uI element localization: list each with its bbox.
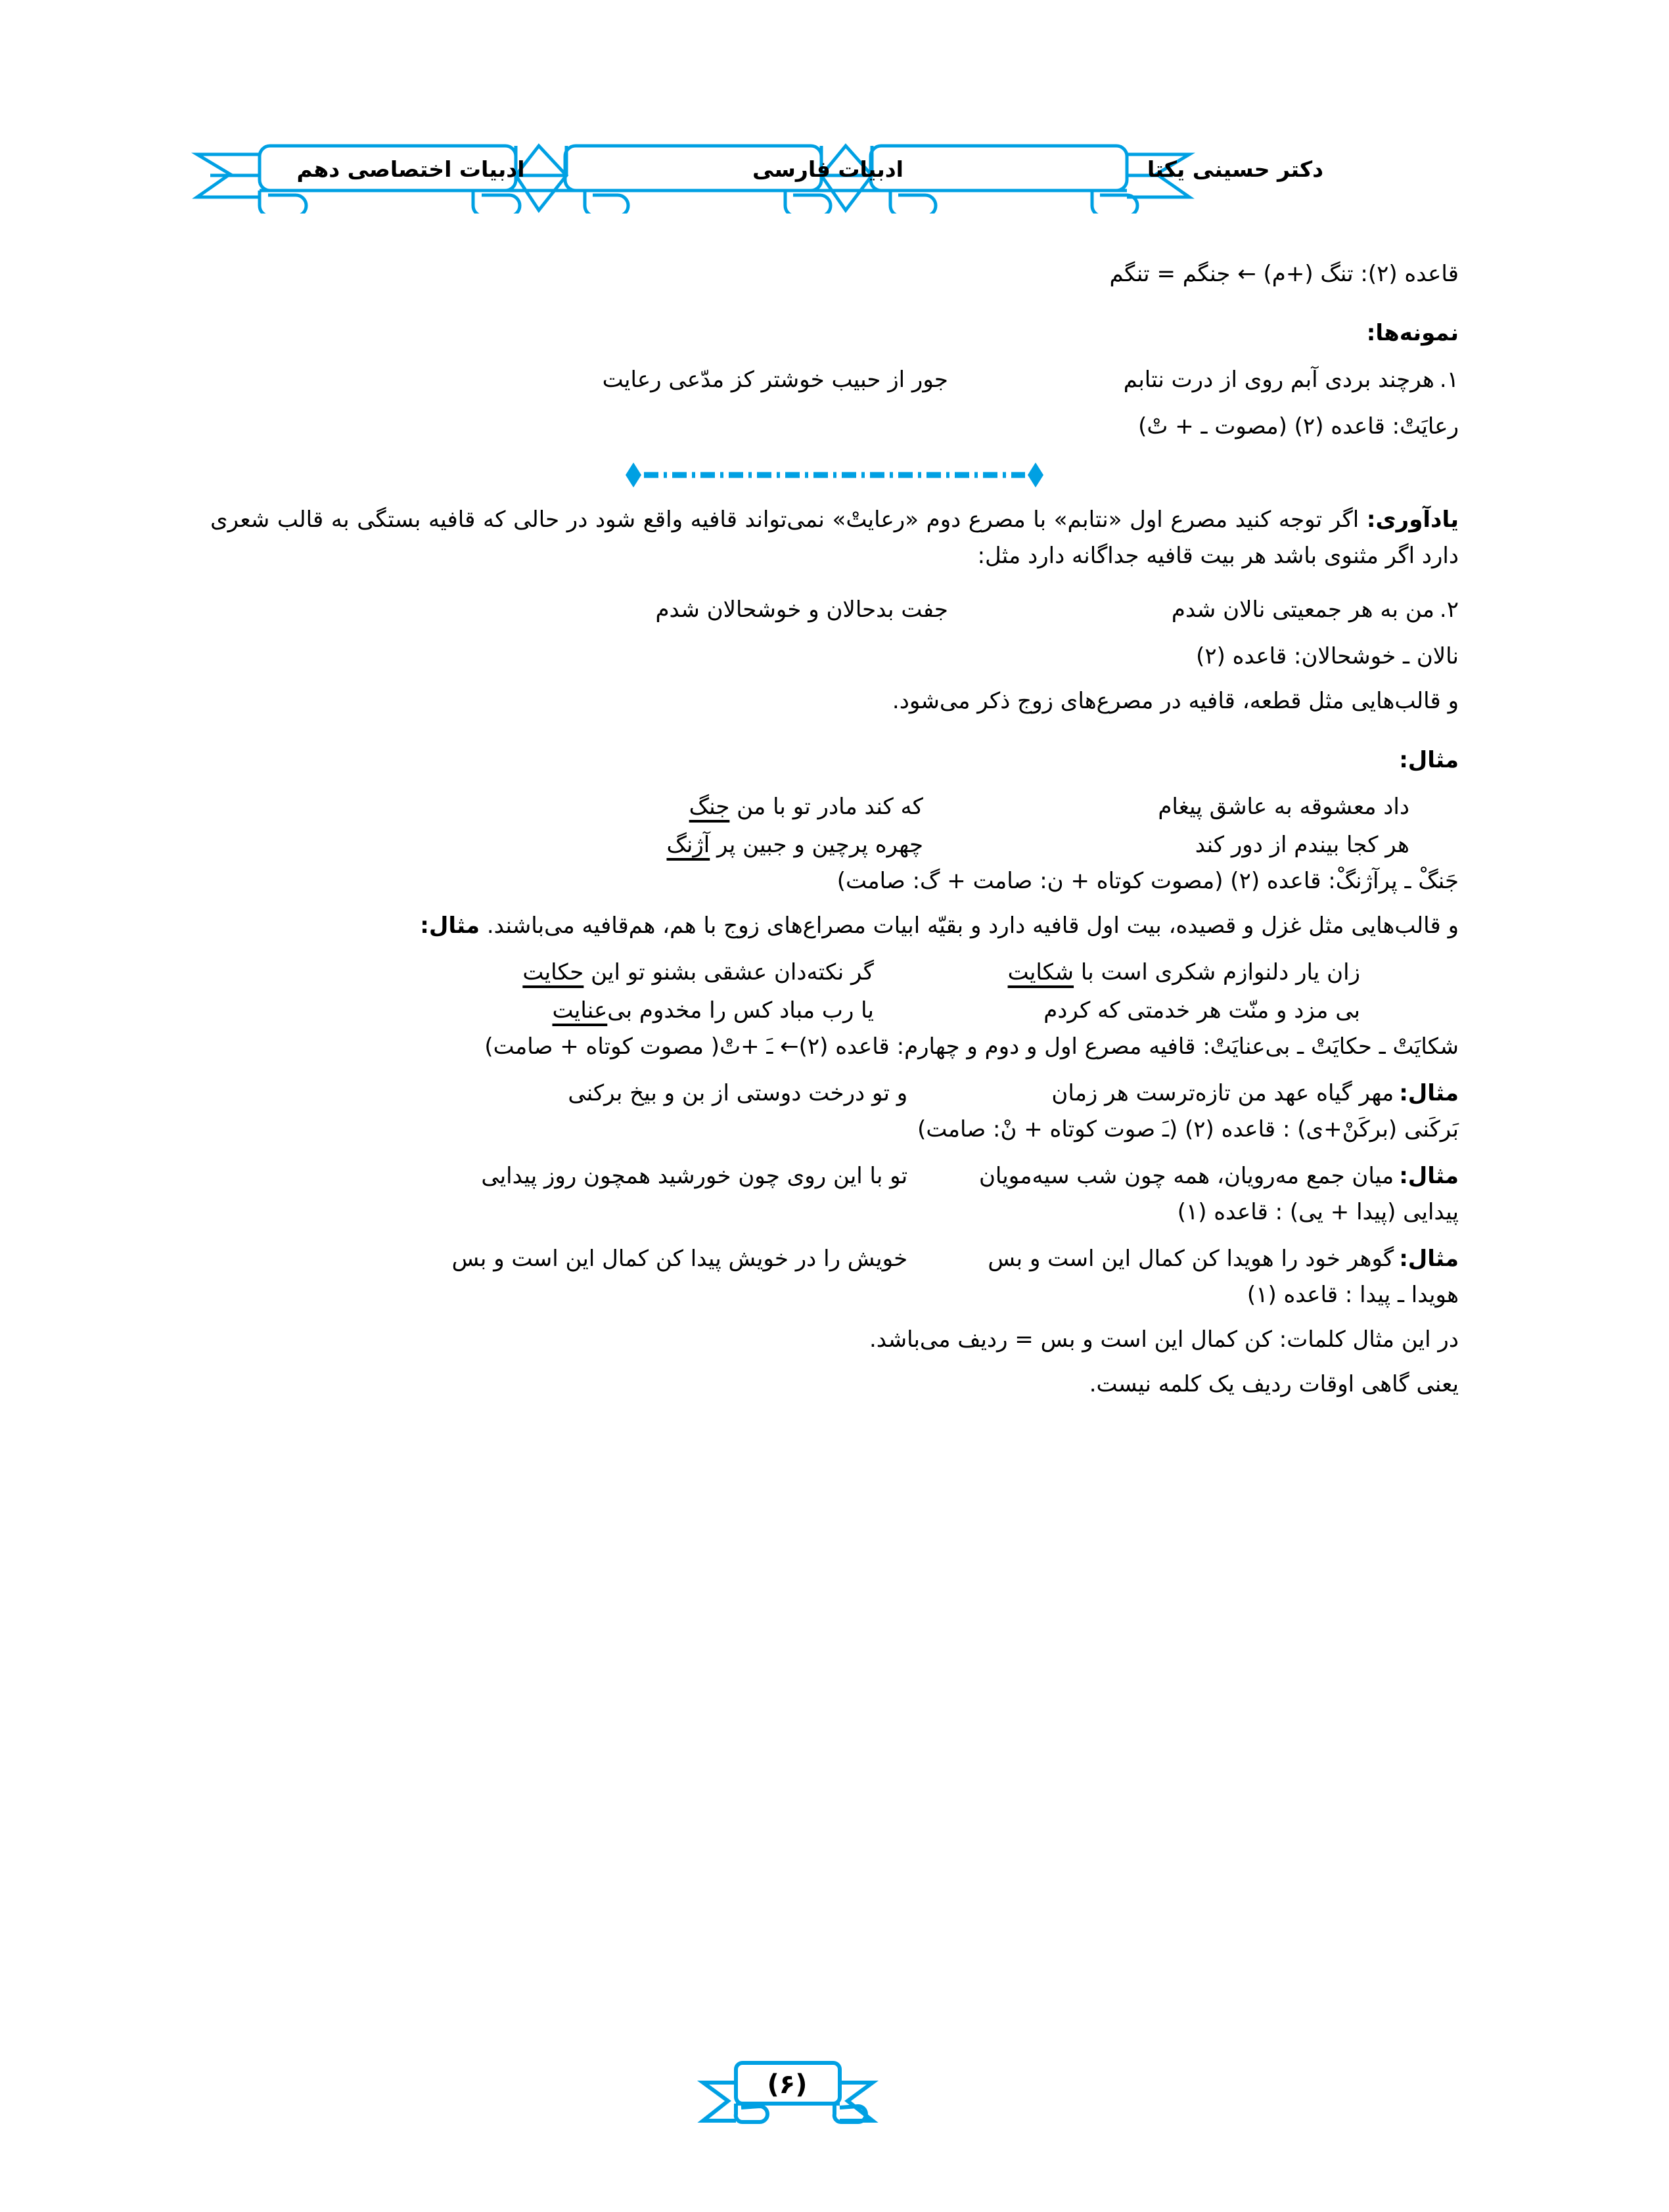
hemistich-b: جور از حبیب خوشتر کز مدّعی رعایت [602,367,948,393]
couplet-lead: ۲. [1439,597,1459,623]
spacer [0,667,1669,690]
rule-line-2: رعایَتْ: قاعده (۲) (مصوت ـ + تْ) [1138,413,1459,440]
couplet-lead: مثال: [1399,1246,1459,1273]
hemistich-b-text: یا رب مباد کس را مخدوم بی‌ [607,997,874,1024]
couplet-3 [161,794,1508,820]
page-number: (۶) [767,2069,808,2100]
hemistich-b-text: که کند مادر تو با من [729,794,923,821]
couplet-9 [210,1246,1459,1272]
note-2 [210,914,1459,937]
spacer [0,1223,1669,1246]
hemistich-a [874,959,1360,985]
hemistich-b: جفت بدحالان و خوشحالان شدم [655,597,948,623]
hemistich-b: تو با این روی چون خورشید همچون روز پیدایی [481,1163,908,1190]
closing-line-1: در این مثال کلمات: کن کمال این است و بس = ردیف می‌باشد. [869,1326,1459,1353]
spacer [0,985,1669,997]
hemistich-b [522,959,874,985]
rule-line-5: شکایَتْ ـ حکایَتْ ـ بی‌عنایَتْ: قافیه مصرع اول و دوم و چهارم: قاعده (۲)← ـَ +تْ( مصوت کوتاه + صامت) [484,1033,1459,1060]
rule-line-1: قاعده (۲): تنگ (+م) ← جنگم = تنگم [1109,261,1459,287]
hemistich-a: مهر گیاه عهد من تازه‌ترست هر زمان [1051,1080,1394,1107]
hemistich-a: داد معشوقه به عاشق پیغام [1158,794,1409,821]
header-banner-subject: ادبیات فارسی [752,156,903,182]
spacer [0,1058,1669,1080]
hemistich-b [552,997,874,1024]
spacer [0,1306,1669,1328]
reminder-paragraph [210,502,1459,574]
rule-line-7: پیدایی (پیدا + یی) : قاعده (۱) [1177,1199,1459,1226]
hemistich-b [666,832,923,858]
couplet-1 [210,367,1459,393]
header-banner-author: دکتر حسینی یکتا [1147,156,1324,182]
couplet-5 [112,959,1557,985]
spacer [0,1140,1669,1163]
example-heading: مثال: [1399,747,1459,774]
rhyme-word: حکایت [522,959,584,986]
section-divider [210,460,1459,490]
spacer [0,623,1669,645]
hemistich-b-text: گر نکته‌دان عشقی بشنو تو این [583,959,874,986]
hemistich-a: بی مزد و منّت هر خدمتی که کردم [1043,997,1360,1024]
rhyme-word: شکایت [1007,959,1074,986]
hemistich-b-text: چهره پرچین و جبین پر [710,832,923,859]
reminder-text: اگر توجه کنید مصرع اول «نتابم» با مصرع دوم «رعایتْ» نمی‌تواند قافیه واقع شود در حالی که قافیه بستگی به قالب شعری دارد اگر مثنوی باشد هر بیت قافیه جداگانه دارد مثل: [210,507,1459,570]
spacer [0,438,1669,460]
hemistich-a: گوهر خود را هویدا کن کمال این است و بس [988,1246,1394,1273]
examples-heading: نمونه‌ها: [1366,320,1459,346]
spacer [0,820,1669,832]
note-2-tail: مثال: [420,913,480,939]
spacer [0,393,1669,415]
couplet-lead: مثال: [1399,1080,1459,1107]
rhyme-word: جنگ [689,794,730,821]
rule-line-8: هویدا ـ پیدا : قاعده (۱) [1246,1282,1459,1309]
couplet-lead: ۱. [1439,367,1459,393]
rhyme-word: عنایت [552,997,608,1024]
rule-line-6: بَرکَنی (برکَنْ+ی) : قاعده (۲) (ـَ صوت کوتاه + نْ: صامت) [917,1116,1459,1143]
spacer [0,574,1669,597]
header-banner-course: ادبیات اختصاصی دهم [296,156,525,182]
spacer [0,771,1669,794]
hemistich-a: هر کجا بیندم از دور کند [1195,832,1409,859]
rhyme-word: آژنگ [666,832,710,859]
spacer [0,285,1669,322]
spacer [0,1351,1669,1373]
spacer [0,937,1669,959]
hemistich-b: خویش را در خویش پیدا کن کمال این است و بس [451,1246,908,1273]
couplet-lead: مثال: [1399,1163,1459,1190]
hemistich-b: و تو درخت دوستی از بن و بیخ برکنی [568,1080,908,1107]
couplet-4 [161,832,1508,858]
reminder-label: یادآوری: [1366,507,1459,533]
couplet-7 [210,1080,1459,1106]
couplet-2 [210,597,1459,623]
rule-line-4: جَنگْ ـ پرآژنگْ: قاعده (۲) (مصوت کوتاه + ن: صامت + گ: صامت) [836,868,1459,895]
hemistich-a: من به هر جمعیتی نالان شدم [1171,597,1434,623]
spacer [0,712,1669,749]
couplet-6 [112,997,1557,1024]
hemistich-a-text: زان یار دلنوازم شکری است با [1074,959,1360,986]
hemistich-a: میان جمع مه‌رویان، همه چون شب سیه‌مویان [978,1163,1394,1190]
note-1: و قالب‌هایی مثل قطعه، قافیه در مصرع‌های زوج ذکر می‌شود. [892,688,1459,715]
note-2-text: و قالب‌هایی مثل غزل و قصیده، بیت اول قافیه دارد و بقیّه ابیات مصراع‌های زوج با هم، هم‌قافیه می‌باشند. [486,913,1459,939]
couplet-8 [210,1163,1459,1189]
hemistich-a: هرچند بردی آبم روی از درت نتابم [1123,367,1434,393]
hemistich-b [689,794,923,820]
spacer [0,344,1669,367]
spacer [0,892,1669,914]
document-content [0,261,1669,1398]
closing-line-2: یعنی گاهی اوقات ردیف یک کلمه نیست. [1089,1371,1459,1398]
spacer [0,490,1669,502]
rule-line-3: نالان ـ خوشحالان: قاعده (۲) [1196,643,1459,670]
